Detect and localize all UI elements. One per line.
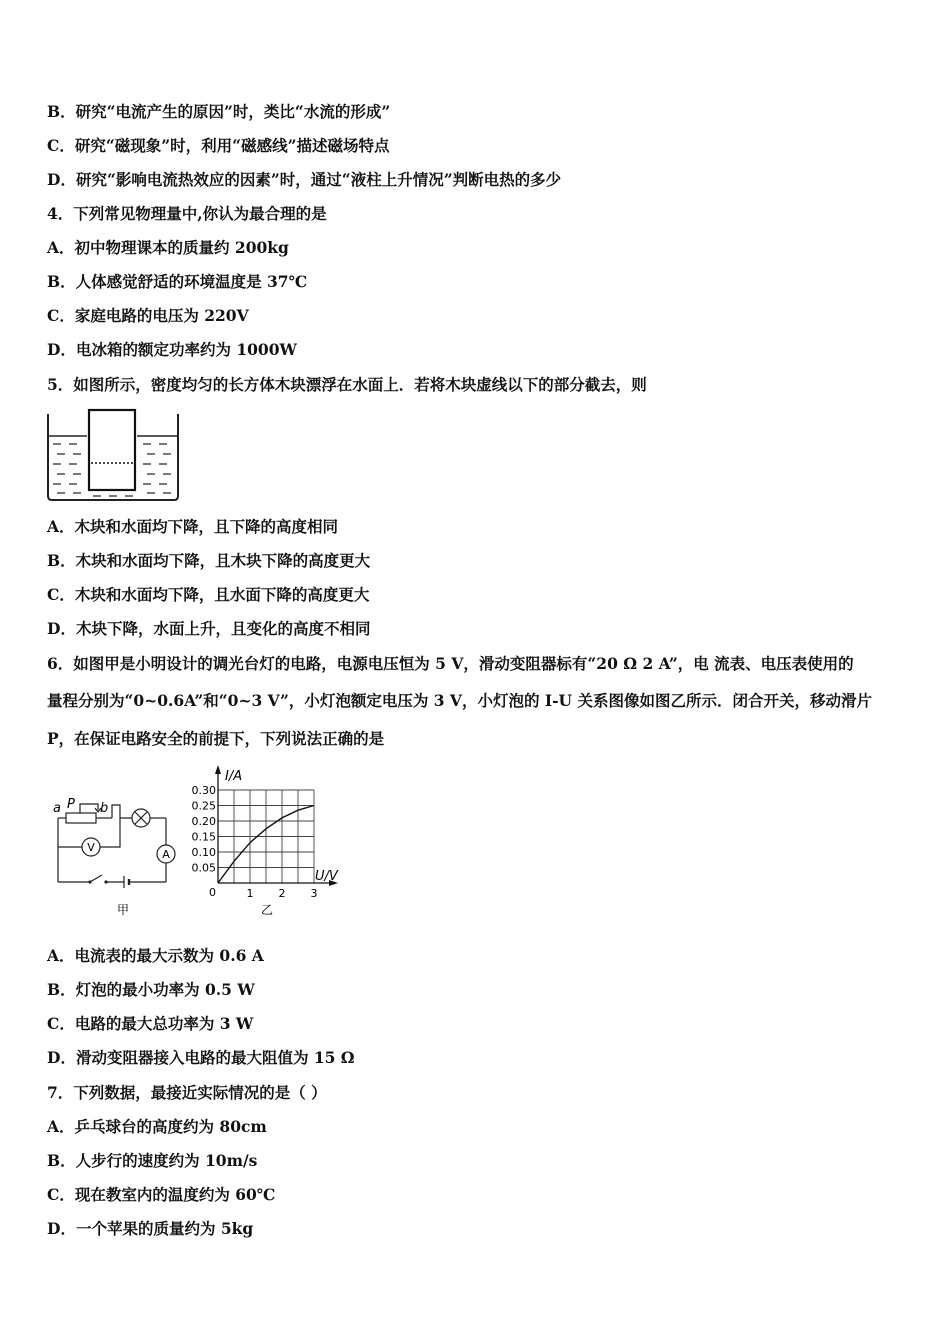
q5-option-c: C．木块和水面均下降，且水面下降的高度更大 bbox=[47, 585, 370, 604]
y-tick-label: 0.10 bbox=[191, 846, 216, 859]
q5-option-d: D．木块下降，水面上升，且变化的高度不相同 bbox=[47, 619, 371, 638]
q7-stem: 7．下列数据，最接近实际情况的是（ ） bbox=[47, 1083, 327, 1102]
q5-stem: 5．如图所示，密度均匀的长方体木块漂浮在水面上．若将木块虚线以下的部分截去，则 bbox=[47, 375, 647, 394]
q4-option-d: D．电冰箱的额定功率约为 1000W bbox=[47, 340, 297, 359]
origin-label: 0 bbox=[209, 886, 216, 899]
circuit-diagram bbox=[50, 790, 185, 920]
ammeter-label: A bbox=[162, 848, 170, 861]
q6-option-d: D．滑动变阻器接入电路的最大阻值为 15 Ω bbox=[47, 1048, 355, 1067]
voltmeter-label: V bbox=[87, 841, 95, 854]
y-axis-arrow bbox=[215, 765, 221, 774]
q7-option-b: B．人步行的速度约为 10m/s bbox=[47, 1151, 258, 1170]
y-axis-label: I/A bbox=[225, 769, 243, 784]
circuit-caption: 甲 bbox=[116, 903, 130, 917]
q7-option-d: D．一个苹果的质量约为 5kg bbox=[47, 1219, 254, 1238]
iu-chart-grid bbox=[218, 790, 314, 883]
circuit-label-p: P bbox=[67, 797, 75, 812]
q7-option-a: A．乒乓球台的高度约为 80cm bbox=[47, 1117, 267, 1136]
q6-stem-line1: 6．如图甲是小明设计的调光台灯的电路，电源电压恒为 5 V，滑动变阻器标有“20 Ω 2 A”，电 流表、电压表使用的 bbox=[47, 654, 854, 673]
q6-stem-line3: P，在保证电路安全的前提下，下列说法正确的是 bbox=[47, 729, 385, 748]
q3-option-c: C．研究“磁现象”时，利用“磁感线”描述磁场特点 bbox=[47, 136, 390, 155]
q5-option-a: A．木块和水面均下降，且下降的高度相同 bbox=[47, 517, 339, 536]
circuit-label-b: b bbox=[100, 801, 109, 816]
x-tick-label: 1 bbox=[246, 887, 254, 900]
q3-option-d: D．研究“影响电流热效应的因素”时，通过“液柱上升情况”判断电热的多少 bbox=[47, 170, 562, 189]
y-tick-label: 0.15 bbox=[191, 830, 216, 844]
y-tick-label: 0.30 bbox=[191, 784, 216, 797]
q4-option-a: A．初中物理课本的质量约 200kg bbox=[47, 238, 289, 257]
q5-option-b: B．木块和水面均下降，且木块下降的高度更大 bbox=[47, 551, 371, 570]
q6-option-c: C．电路的最大总功率为 3 W bbox=[47, 1014, 254, 1033]
q6-option-b: B．灯泡的最小功率为 0.5 W bbox=[47, 980, 255, 999]
x-tick-label: 3 bbox=[310, 887, 318, 900]
x-tick-label: 2 bbox=[278, 887, 286, 900]
y-tick-label: 0.20 bbox=[191, 815, 216, 828]
y-tick-label: 0.05 bbox=[191, 861, 216, 875]
chart-caption: 乙 bbox=[260, 903, 274, 917]
floating-block-figure bbox=[45, 408, 185, 503]
y-tick-label: 0.25 bbox=[191, 799, 216, 813]
q7-option-c: C．现在教室内的温度约为 60℃ bbox=[47, 1185, 276, 1204]
q6-option-a: A．电流表的最大示数为 0.6 A bbox=[47, 946, 264, 965]
x-axis-label: U/V bbox=[315, 869, 338, 884]
q3-option-b: B．研究“电流产生的原因”时，类比“水流的形成” bbox=[47, 102, 391, 121]
circuit-label-a: a bbox=[53, 801, 61, 816]
iu-chart bbox=[185, 762, 350, 922]
q6-stem-line2: 量程分别为“0~0.6A”和“0~3 V”，小灯泡额定电压为 3 V，小灯泡的 I-U 关系图像如图乙所示．闭合开关，移动滑片 bbox=[47, 691, 872, 710]
q4-option-c: C．家庭电路的电压为 220V bbox=[47, 306, 249, 325]
q4-option-b: B．人体感觉舒适的环境温度是 37℃ bbox=[47, 272, 308, 291]
q4-stem: 4．下列常见物理量中,你认为最合理的是 bbox=[47, 204, 327, 223]
